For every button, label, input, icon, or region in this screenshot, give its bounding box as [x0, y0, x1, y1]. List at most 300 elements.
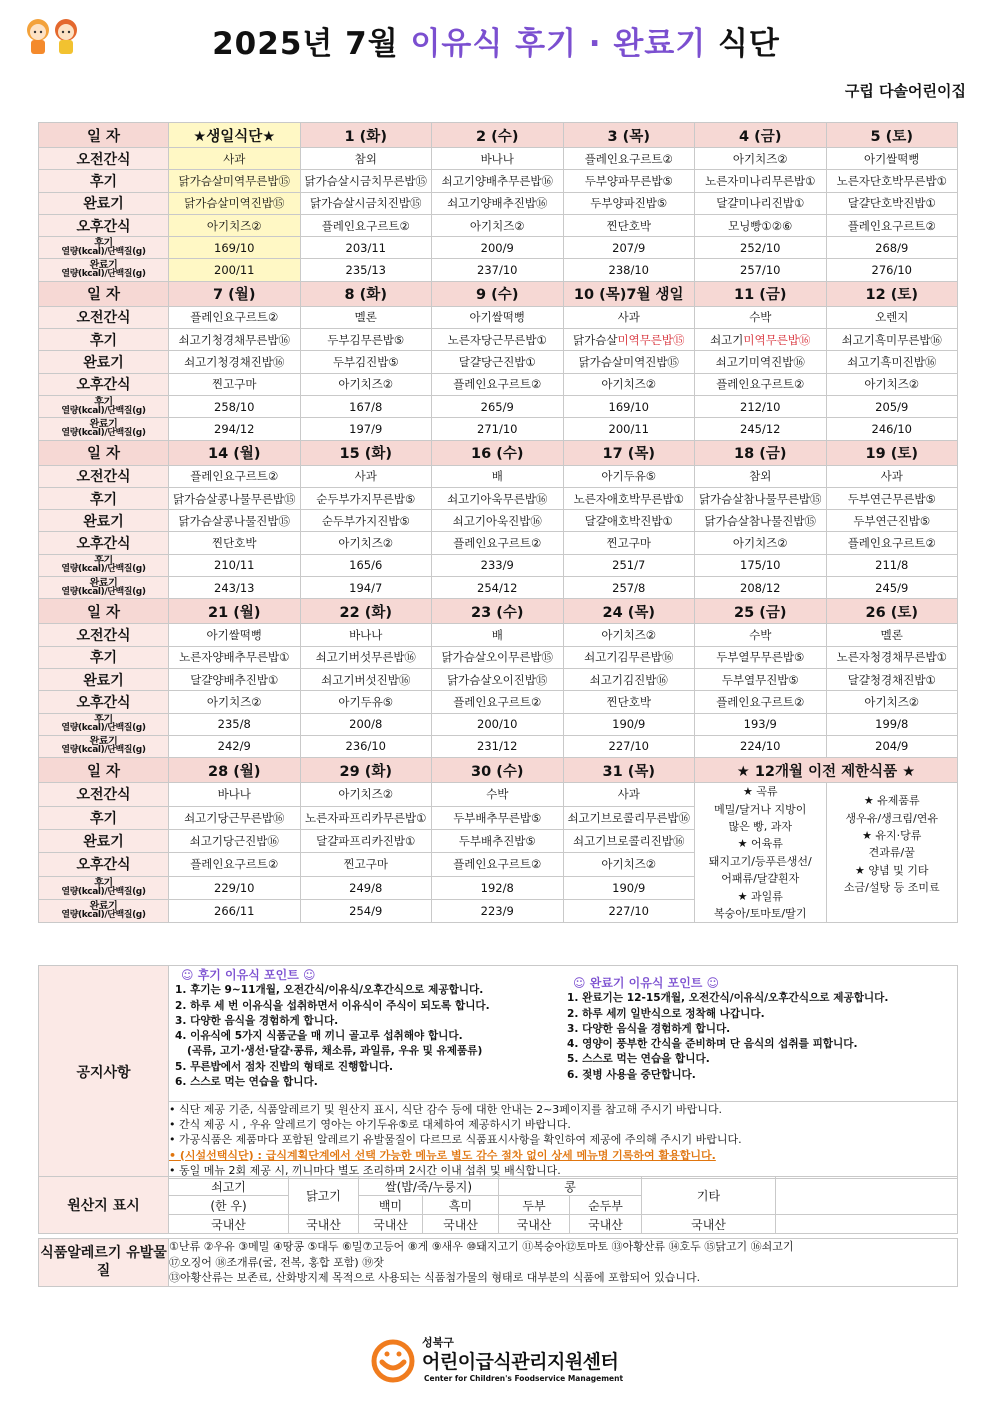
row-label: 오후간식 — [39, 214, 169, 236]
energy-late-cell: 268/9 — [826, 237, 958, 259]
energy-late-cell: 258/10 — [169, 395, 301, 417]
energy-late-cell: 192/8 — [432, 876, 564, 899]
complete-points-title: ☺ 완료기 이유식 포인트 ☺ — [573, 976, 720, 990]
energy-label — [39, 577, 169, 599]
day-header: 29 (화) — [300, 758, 432, 783]
complete-menu-cell: 달걀파프리카진밥① — [300, 829, 432, 852]
row-label: 완료기 — [39, 510, 169, 532]
energy-label-top: 완료기 — [89, 418, 118, 430]
pm-snack-cell: 플레인요구르트② — [432, 691, 564, 713]
limit-food-line: ★ 양념 및 기타 — [855, 863, 929, 877]
energy-complete-cell: 197/9 — [300, 418, 432, 440]
late-menu-cell — [695, 329, 827, 351]
energy-label-top: 완료기 — [89, 577, 118, 589]
limit-food-line: 많은 빵, 과자 — [728, 819, 793, 833]
complete-menu-cell: 쇠고기브로콜리진밥⑯ — [563, 829, 695, 852]
menu-row — [39, 418, 958, 440]
complete-menu-cell: 쇠고기흑미진밥⑯ — [826, 351, 958, 373]
energy-label — [39, 876, 169, 899]
pm-snack-cell: 플레인요구르트② — [826, 532, 958, 554]
origin-table — [38, 1176, 958, 1234]
am-snack-cell: 아기두유⑤ — [563, 465, 695, 487]
menu-row — [39, 487, 958, 509]
complete-menu-cell: 달걀단호박진밥① — [826, 192, 958, 214]
energy-late-cell: 169/10 — [563, 395, 695, 417]
day-header: 30 (수) — [432, 758, 564, 783]
footer-center: 어린이급식관리지원센터 — [422, 1351, 619, 1373]
complete-menu-cell: 달걀당근진밥① — [432, 351, 564, 373]
notice-orange-line: • (시설선택식단) : 급식계획단계에서 선택 가능한 메뉴로 별도 감수 절차 없이 상세 메뉴명 기록하여 활용합니다. — [169, 1148, 716, 1162]
day-header: 3 (목) — [563, 123, 695, 148]
origin-label: 원산지 표시 — [39, 1177, 169, 1234]
notice-extra-line: • 가공식품은 제품마다 포함된 알레르기 유발물질이 다르므로 식품표시사항을 확인하여 제공에 주의해 주시기 바랍니다. — [169, 1133, 742, 1147]
energy-late-cell: 193/9 — [695, 713, 827, 735]
complete-menu-cell: 닭가슴살콩나물진밥⑮ — [169, 510, 301, 532]
complete-menu-cell: 쇠고기버섯진밥⑯ — [300, 668, 432, 690]
row-label: 후기 — [39, 170, 169, 192]
energy-label-top: 완료기 — [89, 901, 118, 913]
menu-row — [39, 237, 958, 259]
school-name: 구립 다솔어린이집 — [844, 82, 966, 100]
week-header-row — [39, 599, 958, 624]
energy-complete-cell: 245/12 — [695, 418, 827, 440]
complete-menu-cell: 쇠고기김진밥⑯ — [563, 668, 695, 690]
page-title — [0, 18, 992, 63]
day-header: 31 (목) — [563, 758, 695, 783]
energy-label-top: 후기 — [94, 877, 113, 889]
pm-snack-cell: 찐단호박 — [169, 532, 301, 554]
menu-row — [39, 148, 958, 170]
complete-menu-cell: 달걀양배추진밥① — [169, 668, 301, 690]
am-snack-cell: 사과 — [826, 465, 958, 487]
energy-complete-cell: 204/9 — [826, 735, 958, 757]
pm-snack-cell: 찐고구마 — [169, 373, 301, 395]
energy-label-bottom: 열량(kcal)/단백질(g) — [61, 246, 146, 257]
day-header: 11 (금) — [695, 281, 827, 306]
row-label: 후기 — [39, 329, 169, 351]
am-snack-cell: 바나나 — [432, 148, 564, 170]
origin-bean: 콩 — [499, 1177, 642, 1196]
am-snack-cell: 아기치즈② — [695, 148, 827, 170]
pm-snack-cell: 아기치즈② — [563, 853, 695, 876]
day-header: 9 (수) — [432, 281, 564, 306]
origin-beef-sub: (한 우) — [169, 1196, 289, 1215]
energy-label-bottom: 열량(kcal)/단백질(g) — [61, 564, 146, 575]
day-header: 16 (수) — [432, 440, 564, 465]
energy-late-cell: 205/9 — [826, 395, 958, 417]
day-header: 5 (토) — [826, 123, 958, 148]
menu-row — [39, 192, 958, 214]
energy-label-top: 완료기 — [89, 260, 118, 272]
energy-late-cell: 165/6 — [300, 554, 432, 576]
am-snack-cell: 오렌지 — [826, 306, 958, 328]
menu-row — [39, 713, 958, 735]
row-label: 오전간식 — [39, 148, 169, 170]
day-header: 25 (금) — [695, 599, 827, 624]
origin-value: 국내산 — [289, 1215, 359, 1234]
energy-complete-cell: 238/10 — [563, 259, 695, 281]
menu-row — [39, 554, 958, 576]
energy-complete-cell: 227/10 — [563, 735, 695, 757]
limit-foods-right — [826, 783, 958, 923]
late-point: 3. 다양한 음식을 경험하게 합니다. — [175, 1014, 339, 1027]
energy-complete-cell: 194/7 — [300, 577, 432, 599]
energy-late-cell: 210/11 — [169, 554, 301, 576]
limit-food-line: ★ 유지·당류 — [862, 828, 922, 842]
late-menu-cell: 노른자미나리무른밥① — [695, 170, 827, 192]
am-snack-cell: 아기치즈② — [300, 783, 432, 806]
notice-extra-line: • 식단 제공 기준, 식품알레르기 및 원산지 표시, 식단 감수 등에 대한 안내는 2~3페이지를 참고해 주시기 바랍니다. — [169, 1103, 723, 1116]
energy-complete-cell: 254/12 — [432, 577, 564, 599]
origin-rice-black: 흑미 — [423, 1196, 499, 1215]
notice-label: 공지사항 — [39, 966, 169, 1179]
complete-menu-cell: 닭가슴살오이진밥⑮ — [432, 668, 564, 690]
limit-food-line: 돼지고기/등푸른생선/ — [708, 854, 812, 868]
energy-complete-cell: 276/10 — [826, 259, 958, 281]
late-menu-cell: 쇠고기청경채무른밥⑯ — [169, 329, 301, 351]
day-header: 26 (토) — [826, 599, 958, 624]
late-menu-cell: 쇠고기아욱무른밥⑯ — [432, 487, 564, 509]
am-snack-cell: 참외 — [695, 465, 827, 487]
menu-row — [39, 646, 958, 668]
energy-label — [39, 395, 169, 417]
am-snack-cell: 수박 — [432, 783, 564, 806]
day-header: 8 (화) — [300, 281, 432, 306]
menu-row — [39, 577, 958, 599]
complete-point: 6. 젖병 사용을 중단합니다. — [567, 1068, 696, 1081]
pm-snack-cell: 플레인요구르트② — [695, 691, 827, 713]
late-point: 6. 스스로 먹는 연습을 합니다. — [175, 1076, 318, 1089]
day-header: 2 (수) — [432, 123, 564, 148]
pm-snack-cell: 아기치즈② — [695, 532, 827, 554]
late-menu-cell: 두부연근무른밥⑤ — [826, 487, 958, 509]
energy-label-top: 완료기 — [89, 736, 118, 748]
energy-label-top: 후기 — [94, 555, 113, 567]
energy-label — [39, 713, 169, 735]
menu-row — [39, 259, 958, 281]
pm-snack-cell: 플레인요구르트② — [300, 214, 432, 236]
energy-label — [39, 900, 169, 923]
allergy-line: ⑬아황산류는 보존료, 산화방지제 목적으로 사용되는 식품첨가물의 형태로 대부분의 식품에 포함되어 있습니다. — [169, 1271, 701, 1284]
am-snack-cell: 바나나 — [169, 783, 301, 806]
origin-value: 국내산 — [169, 1215, 289, 1234]
row-label: 완료기 — [39, 192, 169, 214]
day-header: 19 (토) — [826, 440, 958, 465]
origin-tofu: 두부 — [499, 1196, 570, 1215]
energy-complete-cell: 257/10 — [695, 259, 827, 281]
energy-late-cell: 229/10 — [169, 876, 301, 899]
title-highlight: 이유식 후기 · 완료기 — [410, 26, 707, 62]
origin-value: 국내산 — [423, 1215, 499, 1234]
am-snack-cell: 플레인요구르트② — [563, 148, 695, 170]
pm-snack-cell: 플레인요구르트② — [695, 373, 827, 395]
energy-late-cell: 249/8 — [300, 876, 432, 899]
complete-menu-cell: 닭가슴살참나물진밥⑮ — [695, 510, 827, 532]
day-header: 17 (목) — [563, 440, 695, 465]
am-snack-cell: 바나나 — [300, 624, 432, 646]
row-label: 오후간식 — [39, 532, 169, 554]
limit-food-line: 복숭아/토마토/딸기 — [714, 906, 807, 920]
energy-late-cell: 190/9 — [563, 876, 695, 899]
notice-table — [38, 965, 958, 1179]
late-points-title: ☺ 후기 이유식 포인트 ☺ — [181, 968, 316, 982]
late-point: (곡류, 고기·생선·달걀·콩류, 채소류, 과일류, 우유 및 유제품류) — [187, 1045, 483, 1058]
complete-menu-cell: 달걀애호박진밥① — [563, 510, 695, 532]
menu-row — [39, 465, 958, 487]
energy-complete-cell: 266/11 — [169, 900, 301, 923]
pm-snack-cell: 플레인요구르트② — [169, 853, 301, 876]
menu-row — [39, 373, 958, 395]
energy-complete-cell: 224/10 — [695, 735, 827, 757]
am-snack-cell: 사과 — [300, 465, 432, 487]
energy-label-bottom: 열량(kcal)/단백질(g) — [61, 886, 146, 897]
complete-menu-cell: 두부양파진밥⑤ — [563, 192, 695, 214]
energy-complete-cell: 200/11 — [563, 418, 695, 440]
allergy-line: ⑰오징어 ⑱조개류(굴, 전복, 홍합 포함) ⑲잣 — [169, 1255, 384, 1269]
pm-snack-cell: 찐고구마 — [563, 532, 695, 554]
complete-menu-cell: 닭가슴살시금치진밥⑮ — [300, 192, 432, 214]
menu-row — [39, 395, 958, 417]
row-label: 오전간식 — [39, 306, 169, 328]
menu-row — [39, 783, 958, 806]
energy-complete-cell: 236/10 — [300, 735, 432, 757]
energy-label-bottom: 열량(kcal)/단백질(g) — [61, 405, 146, 416]
energy-label — [39, 735, 169, 757]
energy-late-cell: 212/10 — [695, 395, 827, 417]
day-header: 28 (월) — [169, 758, 301, 783]
late-menu-cell: 두부김무른밥⑤ — [300, 329, 432, 351]
late-points — [175, 968, 555, 1090]
complete-point: 5. 스스로 먹는 연습을 합니다. — [567, 1053, 710, 1066]
energy-late-cell: 200/8 — [300, 713, 432, 735]
late-menu-cell: 순두부가지무른밥⑤ — [300, 487, 432, 509]
week-header-row — [39, 440, 958, 465]
energy-complete-cell: 208/12 — [695, 577, 827, 599]
footer-english: Center for Children's Foodservice Management — [424, 1374, 624, 1383]
complete-menu-cell: 두부열무진밥⑤ — [695, 668, 827, 690]
pm-snack-cell: 모닝빵①②⑥ — [695, 214, 827, 236]
day-header: 14 (월) — [169, 440, 301, 465]
energy-complete-cell: 254/9 — [300, 900, 432, 923]
notice-extra-line: • 간식 제공 시 , 우유 알레르기 영아는 아기두유⑤로 대체하여 제공하시기 바랍니다. — [169, 1118, 571, 1132]
week-header-row — [39, 758, 958, 783]
menu-row — [39, 735, 958, 757]
energy-late-cell: 233/9 — [432, 554, 564, 576]
energy-complete-cell: 231/12 — [432, 735, 564, 757]
energy-label-bottom: 열량(kcal)/단백질(g) — [61, 586, 146, 597]
energy-label-bottom: 열량(kcal)/단백질(g) — [61, 427, 146, 438]
energy-label-top: 후기 — [94, 396, 113, 408]
late-menu-cell: 닭가슴살콩나물무른밥⑮ — [169, 487, 301, 509]
notice-extra-line: • 동일 메뉴 2회 제공 시, 끼니마다 별도 조리하며 2시간 이내 섭취 및 배식합니다. — [169, 1163, 561, 1177]
late-menu-cell: 쇠고기김무른밥⑯ — [563, 646, 695, 668]
am-snack-cell: 수박 — [695, 306, 827, 328]
row-label: 완료기 — [39, 668, 169, 690]
limit-food-line: 어패류/달걀흰자 — [721, 872, 800, 886]
day-label: 일 자 — [39, 123, 169, 148]
am-snack-cell: 멜론 — [826, 624, 958, 646]
pm-snack-cell: 아기치즈② — [432, 214, 564, 236]
pm-snack-cell: 아기치즈② — [563, 373, 695, 395]
row-label: 완료기 — [39, 829, 169, 852]
day-header: 4 (금) — [695, 123, 827, 148]
energy-late-cell: 211/8 — [826, 554, 958, 576]
complete-menu-cell: 닭가슴살미역진밥⑮ — [563, 351, 695, 373]
energy-label-bottom: 열량(kcal)/단백질(g) — [61, 745, 146, 756]
am-snack-cell: 플레인요구르트② — [169, 465, 301, 487]
birthday-highlight: 미역무른밥⑯ — [743, 332, 811, 347]
day-label: 일 자 — [39, 758, 169, 783]
day-header: 10 (목)7월 생일 — [563, 281, 695, 306]
energy-complete-cell: 271/10 — [432, 418, 564, 440]
late-menu-cell: 두부열무무른밥⑤ — [695, 646, 827, 668]
footer-district: 성북구 — [422, 1336, 454, 1349]
late-menu-cell: 닭가슴살오이무른밥⑮ — [432, 646, 564, 668]
day-label: 일 자 — [39, 281, 169, 306]
complete-menu-cell: 두부김진밥⑤ — [300, 351, 432, 373]
notice-extra — [169, 1102, 958, 1179]
complete-point: 2. 하루 세끼 일반식으로 정착해 나갑니다. — [567, 1007, 765, 1020]
complete-menu-cell: 달걀미나리진밥① — [695, 192, 827, 214]
energy-complete-cell: 227/10 — [563, 900, 695, 923]
complete-menu-cell: 쇠고기아욱진밥⑯ — [432, 510, 564, 532]
energy-late-cell: 207/9 — [563, 237, 695, 259]
energy-late-cell: 199/8 — [826, 713, 958, 735]
day-header: 1 (화) — [300, 123, 432, 148]
late-menu-cell: 두부배추무른밥⑤ — [432, 806, 564, 829]
energy-complete-cell: 294/12 — [169, 418, 301, 440]
menu-text: 쇠고기 — [710, 332, 744, 347]
energy-late-cell: 200/10 — [432, 713, 564, 735]
origin-soft-tofu: 순두부 — [570, 1196, 642, 1215]
energy-label-top: 후기 — [94, 237, 113, 249]
day-header: 22 (화) — [300, 599, 432, 624]
pm-snack-cell: 아기두유⑤ — [300, 691, 432, 713]
row-label: 후기 — [39, 487, 169, 509]
row-label: 오전간식 — [39, 465, 169, 487]
origin-value: 국내산 — [570, 1215, 642, 1234]
energy-late-cell: 265/9 — [432, 395, 564, 417]
menu-text: 닭가슴살 — [573, 332, 618, 347]
energy-late-cell: 251/7 — [563, 554, 695, 576]
am-snack-cell: 배 — [432, 624, 564, 646]
am-snack-cell: 배 — [432, 465, 564, 487]
complete-menu-cell: 달걀청경채진밥① — [826, 668, 958, 690]
title-suffix: 식단 — [717, 26, 780, 62]
energy-complete-cell: 245/9 — [826, 577, 958, 599]
week-header-row — [39, 281, 958, 306]
late-menu-cell: 쇠고기브로콜리무른밥⑯ — [563, 806, 695, 829]
energy-late-cell: 235/8 — [169, 713, 301, 735]
origin-rice: 쌀(밥/죽/누룽지) — [359, 1177, 499, 1196]
menu-table — [38, 122, 958, 923]
energy-label-bottom: 열량(kcal)/단백질(g) — [61, 269, 146, 280]
complete-menu-cell: 두부배추진밥⑤ — [432, 829, 564, 852]
limit-food-line: ★ 유제품류 — [863, 794, 920, 808]
title-prefix: 2025년 7월 — [212, 26, 399, 62]
smile-logo-icon — [370, 1338, 416, 1384]
menu-row — [39, 329, 958, 351]
energy-late-cell: 175/10 — [695, 554, 827, 576]
late-menu-cell: 쇠고기당근무른밥⑯ — [169, 806, 301, 829]
day-header: 23 (수) — [432, 599, 564, 624]
pm-snack-cell: 아기치즈② — [169, 691, 301, 713]
row-label: 오전간식 — [39, 783, 169, 806]
limit-food-line: 메밀/달거나 지방이 — [714, 802, 807, 816]
allergy-label: 식품알레르기 유발물질 — [39, 1239, 169, 1287]
energy-label-bottom: 열량(kcal)/단백질(g) — [61, 723, 146, 734]
pm-snack-cell: 아기치즈② — [169, 214, 301, 236]
menu-row — [39, 214, 958, 236]
energy-label-bottom: 열량(kcal)/단백질(g) — [61, 910, 146, 921]
am-snack-cell: 사과 — [563, 783, 695, 806]
energy-label-top: 후기 — [94, 714, 113, 726]
energy-complete-cell: 246/10 — [826, 418, 958, 440]
week-header-row — [39, 123, 958, 148]
pm-snack-cell: 찐고구마 — [300, 853, 432, 876]
pm-snack-cell: 아기치즈② — [300, 373, 432, 395]
late-menu-cell: 노른자양배추무른밥① — [169, 646, 301, 668]
origin-rice-white: 백미 — [359, 1196, 423, 1215]
late-menu-cell: 노른자당근무른밥① — [432, 329, 564, 351]
origin-beef: 쇠고기 — [169, 1177, 289, 1196]
limit-food-line: ★ 어육류 — [737, 837, 783, 851]
energy-complete-cell: 200/11 — [169, 259, 301, 281]
late-point: 1. 후기는 9~11개월, 오전간식/이유식/오후간식으로 제공합니다. — [175, 984, 484, 997]
day-header: 12 (토) — [826, 281, 958, 306]
center-logo — [370, 1334, 630, 1389]
energy-late-cell: 252/10 — [695, 237, 827, 259]
late-menu-cell: 닭가슴살참나물무른밥⑮ — [695, 487, 827, 509]
menu-row — [39, 306, 958, 328]
origin-value: 국내산 — [499, 1215, 570, 1234]
energy-label — [39, 554, 169, 576]
pm-snack-cell: 찐단호박 — [563, 214, 695, 236]
complete-menu-cell: 쇠고기청경채진밥⑯ — [169, 351, 301, 373]
energy-label — [39, 237, 169, 259]
am-snack-cell: 수박 — [695, 624, 827, 646]
complete-menu-cell: 쇠고기양배추진밥⑯ — [432, 192, 564, 214]
pm-snack-cell: 플레인요구르트② — [432, 532, 564, 554]
am-snack-cell: 아기쌀떡뻥 — [826, 148, 958, 170]
complete-menu-cell: 쇠고기당근진밥⑯ — [169, 829, 301, 852]
row-label: 후기 — [39, 806, 169, 829]
late-menu-cell: 노른자청경채무른밥① — [826, 646, 958, 668]
menu-row — [39, 510, 958, 532]
energy-label — [39, 259, 169, 281]
day-header: 21 (월) — [169, 599, 301, 624]
complete-points — [567, 976, 947, 1083]
limit-food-line: ★ 과일류 — [737, 889, 783, 903]
energy-late-cell: 167/8 — [300, 395, 432, 417]
limit-food-line: ★ 곡류 — [742, 785, 778, 799]
energy-label — [39, 418, 169, 440]
energy-late-cell: 200/9 — [432, 237, 564, 259]
am-snack-cell: 플레인요구르트② — [169, 306, 301, 328]
energy-late-cell: 190/9 — [563, 713, 695, 735]
row-label: 오후간식 — [39, 691, 169, 713]
late-menu-cell: 닭가슴살미역무른밥⑮ — [169, 170, 301, 192]
pm-snack-cell: 아기치즈② — [826, 691, 958, 713]
am-snack-cell: 사과 — [563, 306, 695, 328]
menu-row — [39, 532, 958, 554]
late-menu-cell: 쇠고기양배추무른밥⑯ — [432, 170, 564, 192]
day-header: 15 (화) — [300, 440, 432, 465]
energy-complete-cell: 237/10 — [432, 259, 564, 281]
pm-snack-cell: 플레인요구르트② — [432, 853, 564, 876]
late-menu-cell: 노른자파프리카무른밥① — [300, 806, 432, 829]
complete-point: 3. 다양한 음식을 경험하게 합니다. — [567, 1022, 731, 1035]
